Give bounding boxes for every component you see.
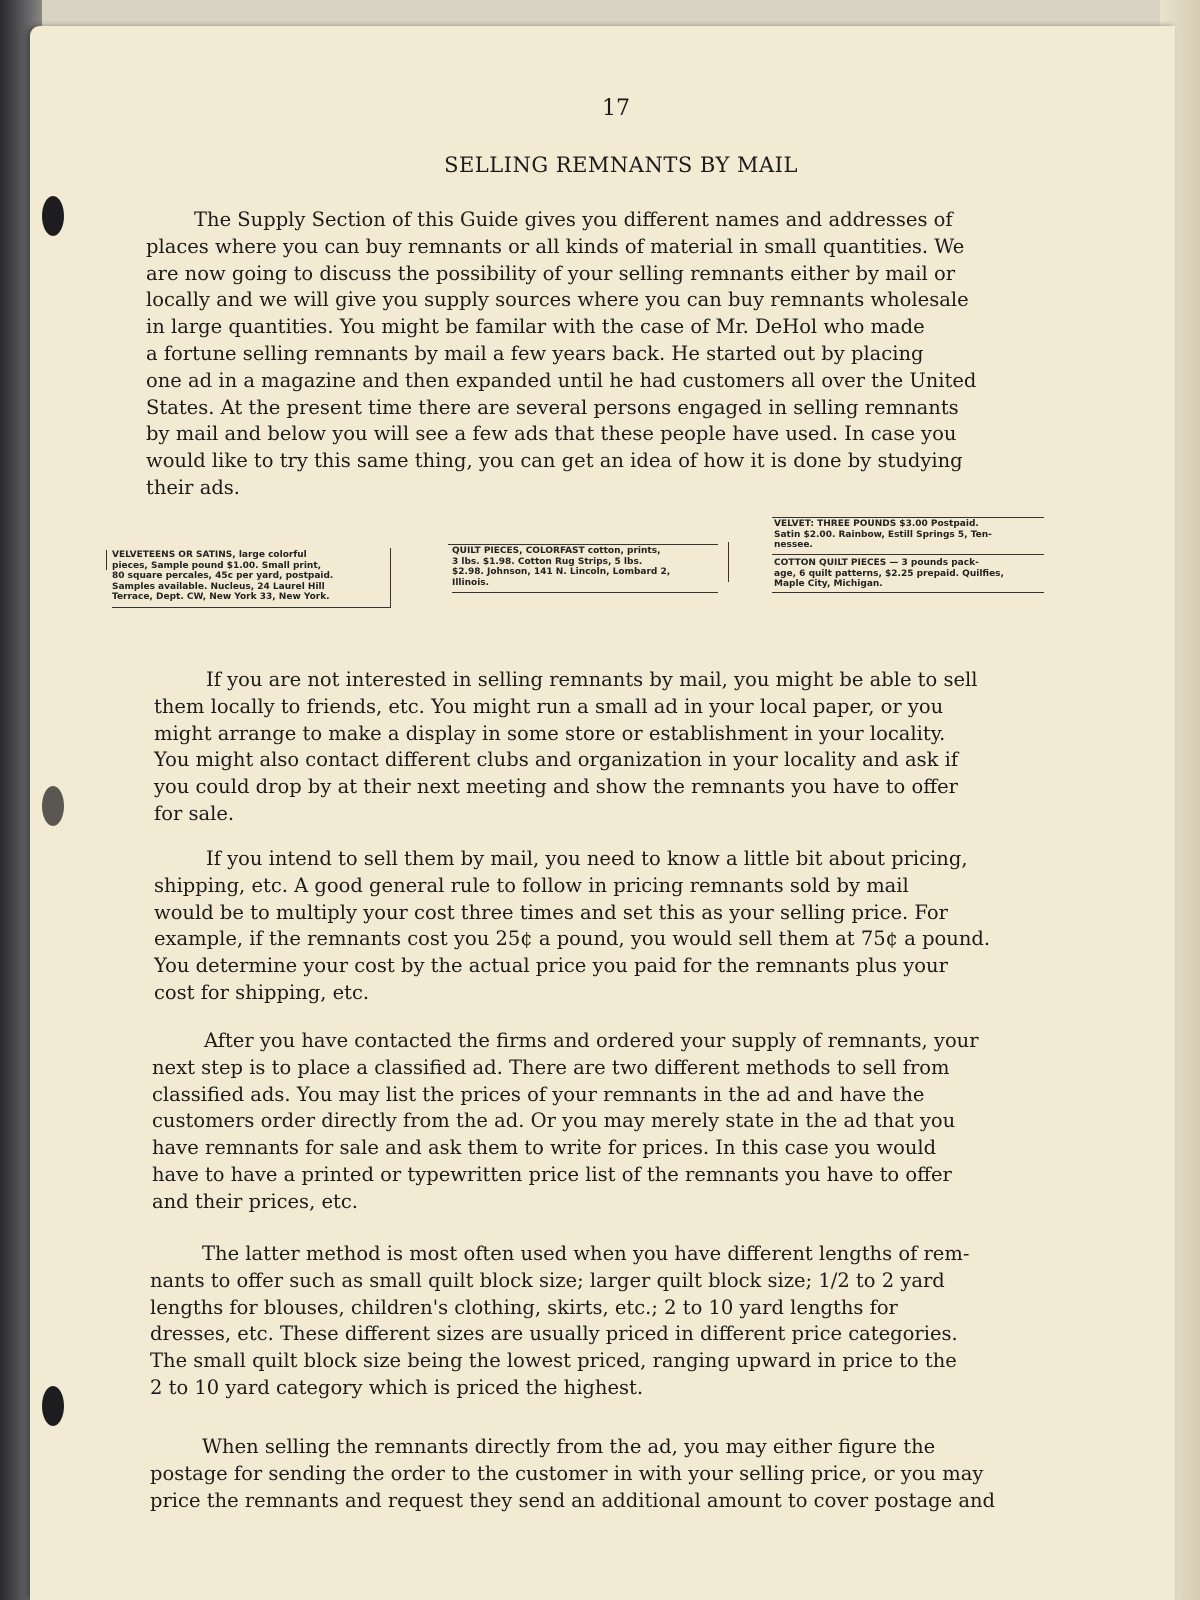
punch-hole — [42, 1386, 64, 1426]
text-line: next step is to place a classified ad. There are two different methods to sell from — [152, 1055, 950, 1079]
text-line: If you are not interested in selling remnants by mail, you might be able to sell — [206, 668, 978, 691]
classified-ad-velveteens — [112, 550, 333, 603]
ad-border — [390, 548, 391, 608]
text-line: The small quilt block size being the lowest priced, ranging upward in price to the — [150, 1349, 957, 1373]
paragraph-intro — [146, 207, 976, 502]
ad-line: Illinois. — [452, 577, 490, 588]
page-title: SELLING REMNANTS BY MAIL — [444, 153, 798, 177]
ad-line: age, 6 quilt patterns, $2.25 prepaid. Quilfies, — [774, 568, 1004, 579]
text-line: shipping, etc. A good general rule to follow in pricing remnants sold by mail — [154, 873, 909, 897]
text-line: for sale. — [154, 801, 235, 825]
text-line: The Supply Section of this Guide gives you different names and addresses of — [194, 208, 953, 231]
text-line: and their prices, etc. — [152, 1189, 358, 1213]
ad-border — [112, 607, 390, 608]
ad-line: pieces, Sample pound $1.00. Small print, — [112, 560, 322, 571]
ad-line: Samples available. Nucleus, 24 Laurel Hill — [112, 581, 325, 592]
text-line: by mail and below you will see a few ads that these people have used. In case you — [146, 422, 957, 446]
classified-ad-velvet — [774, 519, 992, 551]
ad-line: 80 square percales, 45c per yard, postpaid. — [112, 571, 334, 581]
text-line: If you intend to sell them by mail, you need to know a little bit about pricing, — [206, 847, 968, 870]
text-line: lengths for blouses, children's clothing, skirts, etc.; 2 to 10 yard lengths for — [150, 1295, 898, 1319]
ad-line: Satin $2.00. Rainbow, Estill Springs 5, Ten- — [774, 529, 992, 540]
text-line: are now going to discuss the possibility of your selling remnants either by mail or — [146, 261, 956, 285]
text-line: postage for sending the order to the customer in with your selling price, or you may — [150, 1461, 984, 1485]
ad-border — [448, 544, 718, 545]
ad-border — [772, 592, 1044, 593]
punch-hole — [42, 786, 64, 826]
text-line: would be to multiply your cost three times and set this as your selling price. For — [154, 900, 948, 924]
text-line: places where you can buy remnants or all kinds of material in small quantities. We — [146, 234, 965, 258]
ad-line: VELVET: THREE POUNDS $3.00 Postpaid. — [774, 519, 979, 529]
text-line: nants to offer such as small quilt block size; larger quilt block size; 1/2 to 2 yard — [150, 1268, 945, 1292]
ad-border — [106, 550, 107, 570]
ad-line: Terrace, Dept. CW, New York 33, New York. — [112, 592, 330, 602]
text-line: You determine your cost by the actual price you paid for the remnants plus your — [154, 954, 948, 978]
paragraph-classified-ad — [152, 1028, 979, 1216]
paragraph-selling-locally — [154, 667, 977, 828]
ad-line: QUILT PIECES, COLORFAST cotton, prints, — [452, 546, 661, 556]
text-line: classified ads. You may list the prices of your remnants in the ad and have the — [152, 1082, 925, 1106]
text-line: cost for shipping, etc. — [154, 980, 370, 1004]
text-line: You might also contact different clubs and organization in your locality and ask if — [154, 748, 959, 772]
text-line: 2 to 10 yard category which is priced the highest. — [150, 1375, 644, 1399]
text-line: When selling the remnants directly from the ad, you may either figure the — [202, 1435, 936, 1458]
ad-border — [452, 592, 718, 593]
ad-line: 3 lbs. $1.98. Cotton Rug Strips, 5 lbs. — [452, 556, 643, 567]
text-line: a fortune selling remnants by mail a few years back. He started out by placing — [146, 341, 924, 365]
text-line: in large quantities. You might be familar with the case of Mr. DeHol who made — [146, 315, 925, 339]
text-line: have to have a printed or typewritten price list of the remnants you have to offer — [152, 1162, 952, 1186]
text-line: locally and we will give you supply sources where you can buy remnants wholesale — [146, 288, 969, 312]
document-page — [30, 26, 1175, 1600]
ad-border — [772, 517, 1044, 518]
text-line: would like to try this same thing, you can get an idea of how it is done by studying — [146, 449, 963, 473]
text-line: example, if the remnants cost you 25¢ a pound, you would sell them at 75¢ a pound. — [154, 927, 991, 951]
text-line: dresses, etc. These different sizes are usually priced in different price categories. — [150, 1322, 958, 1346]
text-line: you could drop by at their next meeting and show the remnants you have to offer — [154, 775, 958, 799]
text-line: customers order directly from the ad. Or you may merely state in the ad that you — [152, 1109, 956, 1133]
ad-border — [728, 542, 729, 582]
paragraph-postage — [150, 1434, 995, 1514]
text-line: their ads. — [146, 475, 241, 499]
classified-ad-cotton-quilt — [774, 558, 1004, 590]
page-number: 17 — [602, 96, 630, 121]
text-line: one ad in a magazine and then expanded until he had customers all over the United — [146, 368, 977, 392]
text-line: The latter method is most often used when you have different lengths of rem- — [202, 1242, 970, 1265]
ad-line: Maple City, Michigan. — [774, 579, 883, 589]
punch-hole — [42, 196, 64, 236]
paragraph-pricing — [154, 846, 990, 1007]
text-line: States. At the present time there are several persons engaged in selling remnants — [146, 395, 959, 419]
ad-line: nessee. — [774, 540, 813, 550]
ad-line: $2.98. Johnson, 141 N. Lincoln, Lombard 2, — [452, 567, 671, 577]
ad-line: COTTON QUILT PIECES — 3 pounds pack- — [774, 558, 979, 568]
text-line: price the remnants and request they send an additional amount to cover postage and — [150, 1488, 996, 1512]
classified-ad-quilt-pieces — [452, 546, 670, 588]
paragraph-latter-method — [150, 1241, 969, 1402]
text-line: them locally to friends, etc. You might run a small ad in your local paper, or you — [154, 694, 944, 718]
text-line: might arrange to make a display in some store or establishment in your locality. — [154, 721, 946, 745]
ad-line: VELVETEENS OR SATINS, large colorful — [112, 550, 307, 560]
text-line: After you have contacted the firms and ordered your supply of remnants, your — [204, 1029, 979, 1052]
ad-border — [772, 554, 1044, 555]
text-line: have remnants for sale and ask them to write for prices. In this case you would — [152, 1136, 937, 1160]
